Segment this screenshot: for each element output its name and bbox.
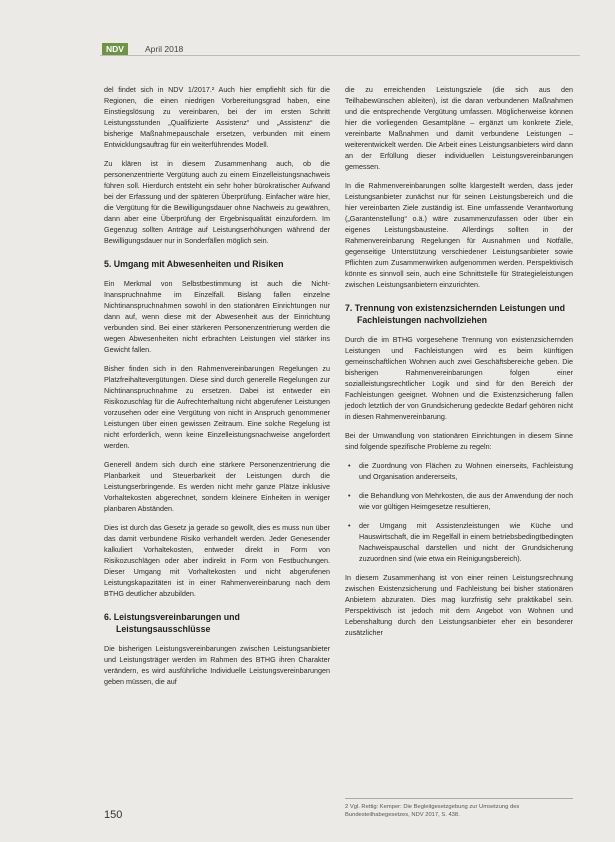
bullet-icon: • xyxy=(348,491,351,500)
page-number: 150 xyxy=(104,809,123,821)
list-item-text: der Umgang mit Assistenzleistungen wie Küche und Hauswirtschaft, die im Regelfall in einem betriebsbedingtbedingten Nachweispauschal darstellen und nicht der Grundsicherung zuzuordnen sind (wie etwa ein Reinigungsbereich). xyxy=(359,521,573,563)
paragraph: In die Rahmenvereinbarungen sollte klargestellt werden, dass jeder Leistungsanbieter zunächst nur für seinen Leistungsbereich und die hier vereinbarten Ziele zuständig ist. Eine umfassende Verantwortung („Garantenstellung“ o.ä.) wäre zusammenzufassen oder über ein eigenes Leistungsbausteine. Allerdings sollten in der Rahmenvereinbarung Regelungen für Ausnahmen und Notfälle, gegenseitige Unterstützung verschiedener Leistungsanbieter sowie Pflichten zum Zusammenwirken aufgenommen werden. Perspektivisch könnte es sinnvoll sein, auch eine Schnittstelle für Strategieleistungen zwischen Leistungsanbietern einzurichten. xyxy=(345,181,573,289)
paragraph: Zu klären ist in diesem Zusammenhang auch, ob die personenzentrierte Vergütung auch zu einem Einzelleistungsnachweis führen soll. Hierdurch entsteht ein sehr hoher bürokratischer Aufwand bei der Erfassung und der späteren Überprüfung. Einfacher wäre hier, die Vergütung für die Bewilligungsdauer ohne Nachweis zu gewähren, dann aber eine Überprüfung der Ergebnisqualität einzufordern. Im Gegenzug sollten Anträge auf Leistungserhöhungen während der Bewilligungsdauer nur in Sonderfällen möglich sein. xyxy=(104,159,330,245)
paragraph: del findet sich in NDV 1/2017.² Auch hier empfiehlt sich für die Regionen, die einen niedrigen Vorbereitungsgrad haben, eine Einstiegslösung zu vereinbaren, bei der im ersten Schritt Leistungsstunden „Qualifizierte Assistenz“ und „Assistenz“ die bisherige Maßnahmepauschale ersetzen, verbunden mit einem Entwicklungsauftrag für ein weiterführendes Modell. xyxy=(104,85,330,149)
paragraph: Dies ist durch das Gesetz ja gerade so gewollt, dies es muss nun über das damit verbundene Risiko verhandelt werden. Jeder Genesender kalkuliert Vorhaltekosten, entweder direkt in Form von Risikozuschlägen oder aber indirekt in Form von Festbuchungen. Dieser Umgang mit Vorhaltekosten und nicht abgerufenen Leistungskapazitäten ist in einer Rahmenvereinbarung nach dem BTHG deutlicher abzubilden. xyxy=(104,523,330,598)
left-column xyxy=(104,84,330,695)
list-item-text: die Behandlung von Mehrkosten, die aus der Anwendung der noch wie vor gültigen Heimgesetze resultieren, xyxy=(359,491,573,511)
section-heading: 7. Trennung von existenzsichernden Leistungen und Fachleistungen nachvollziehen xyxy=(345,303,565,325)
bullet-icon: • xyxy=(348,521,351,530)
journal-badge: NDV xyxy=(102,43,128,55)
paragraph: In diesem Zusammenhang ist von einer reinen Leistungsrechnung zwischen Existenzsicherung und Fachleistung bei bisher stationären Anbietern abzuraten. Dies mag kurzfristig sehr praktikabel sein. Perspektivisch ist jedoch mit dem Angebot von Wohnen und Lebenshaltung durch den Leistungsanbieter eher ein besonderer zusätzlicher xyxy=(345,573,573,637)
footnote: 2 Vgl. Rettig: Kemper: Die Begleitgesetzgebung zur Umsetzung des Bundesteilhabegesetzes, NDV 2017, S. 438. xyxy=(345,798,573,819)
right-column xyxy=(345,84,573,646)
bullet-list xyxy=(345,460,573,564)
bullet-icon: • xyxy=(348,461,351,470)
list-item xyxy=(345,520,573,564)
header-rule xyxy=(100,55,580,56)
paragraph: die zu erreichenden Leistungsziele (die sich aus den Teilhabewünschen ableiten), ist die daran verbundenen Maßnahmen und die entsprechende Vergütung umfassen. Möglicherweise können hier die vorliegenden Gesamtpläne – ergänzt um konkrete Ziele, vereinbarte Maßnahmen und damit verbundene Leistungen – weiterentwickelt werden. Die Arbeit eines Leistungsanbieters wird dann an der Erfüllung dieser individuellen Leistungsvereinbarungen gemessen. xyxy=(345,85,573,171)
paragraph: Durch die im BTHG vorgesehene Trennung von existenzsichernden Leistungen und Fachleistungen wird es beim künftigen gemeinschaftlichen Wohnen auch zwei Geschäftsbereiche geben. Die bisherigen Rahmenvereinbarungen folgen einer sozialleistungsrechtlicher Logik und sind für den Bereich der Fachleistungen geeignet. Wohnen und die Existenzsicherung fallen jedoch letztlich der von Grundsicherung gedeckte Bedarf gehören nicht in diesen Rahmenvereinbarung. xyxy=(345,335,573,421)
paragraph: Bisher finden sich in den Rahmenvereinbarungen Regelungen zu Platzfreihaltevergütungen. Diese sind durch generelle Regelungen zur Nichtinanspruchnahme zu ersetzen. Dabei ist entweder ein Risikozuschlag für die Aufrechterhaltung nicht abgerufener Leistungen vorzusehen oder eine Vergütung von nicht in Anspruch genommener Leistungen über einen gewissen Zeitraum. Eine solche Regelung ist nicht erforderlich, wenn keine Einzelleistungsnachweise angefordert werden. xyxy=(104,364,330,450)
paragraph: Generell ändern sich durch eine stärkere Personenzentrierung die Planbarkeit und Steuerbarkeit der Leistungen durch die Leistungserbringende. Es werden nicht mehr ganze Plätze inklusive Vorhaltekosten abgerechnet, sondern kleinere Einheiten in weniger planbaren Abständen. xyxy=(104,460,330,513)
list-item-text: die Zuordnung von Flächen zu Wohnen einerseits, Fachleistung und Organisation andererseits, xyxy=(359,461,573,481)
section-heading: 5. Umgang mit Abwesenheiten und Risiken xyxy=(104,259,284,269)
paragraph: Ein Merkmal von Selbstbestimmung ist auch die Nicht-Inanspruchnahme im Einzelfall. Bislang fallen einzelne Nichtinanspruchnahmen sowohl in den stationären Einrichtungen nur dann auf, wenn diese mit der Abwesenheit aus der Einrichtung verbunden sind. Bei einer stärkeren Personenzentrierung werden die wegen Abwesenheiten nicht erbrachten Leistungen viel stärker ins Gewicht fallen. xyxy=(104,279,330,354)
list-item xyxy=(345,460,573,482)
section-heading: 6. Leistungsvereinbarungen und Leistungsausschlüsse xyxy=(104,612,240,634)
paragraph: Die bisherigen Leistungsvereinbarungen zwischen Leistungsanbieter und Leistungsträger werden im Rahmen des BTHG ihren Charakter verändern, es wird ausführliche Individuelle Leistungsvereinbarungen geben müssen, die auf xyxy=(104,644,330,686)
list-item xyxy=(345,490,573,512)
paragraph: Bei der Umwandlung von stationären Einrichtungen in diesem Sinne sind folgende spezifische Probleme zu regeln: xyxy=(345,431,573,451)
issue-date: April 2018 xyxy=(145,44,184,54)
